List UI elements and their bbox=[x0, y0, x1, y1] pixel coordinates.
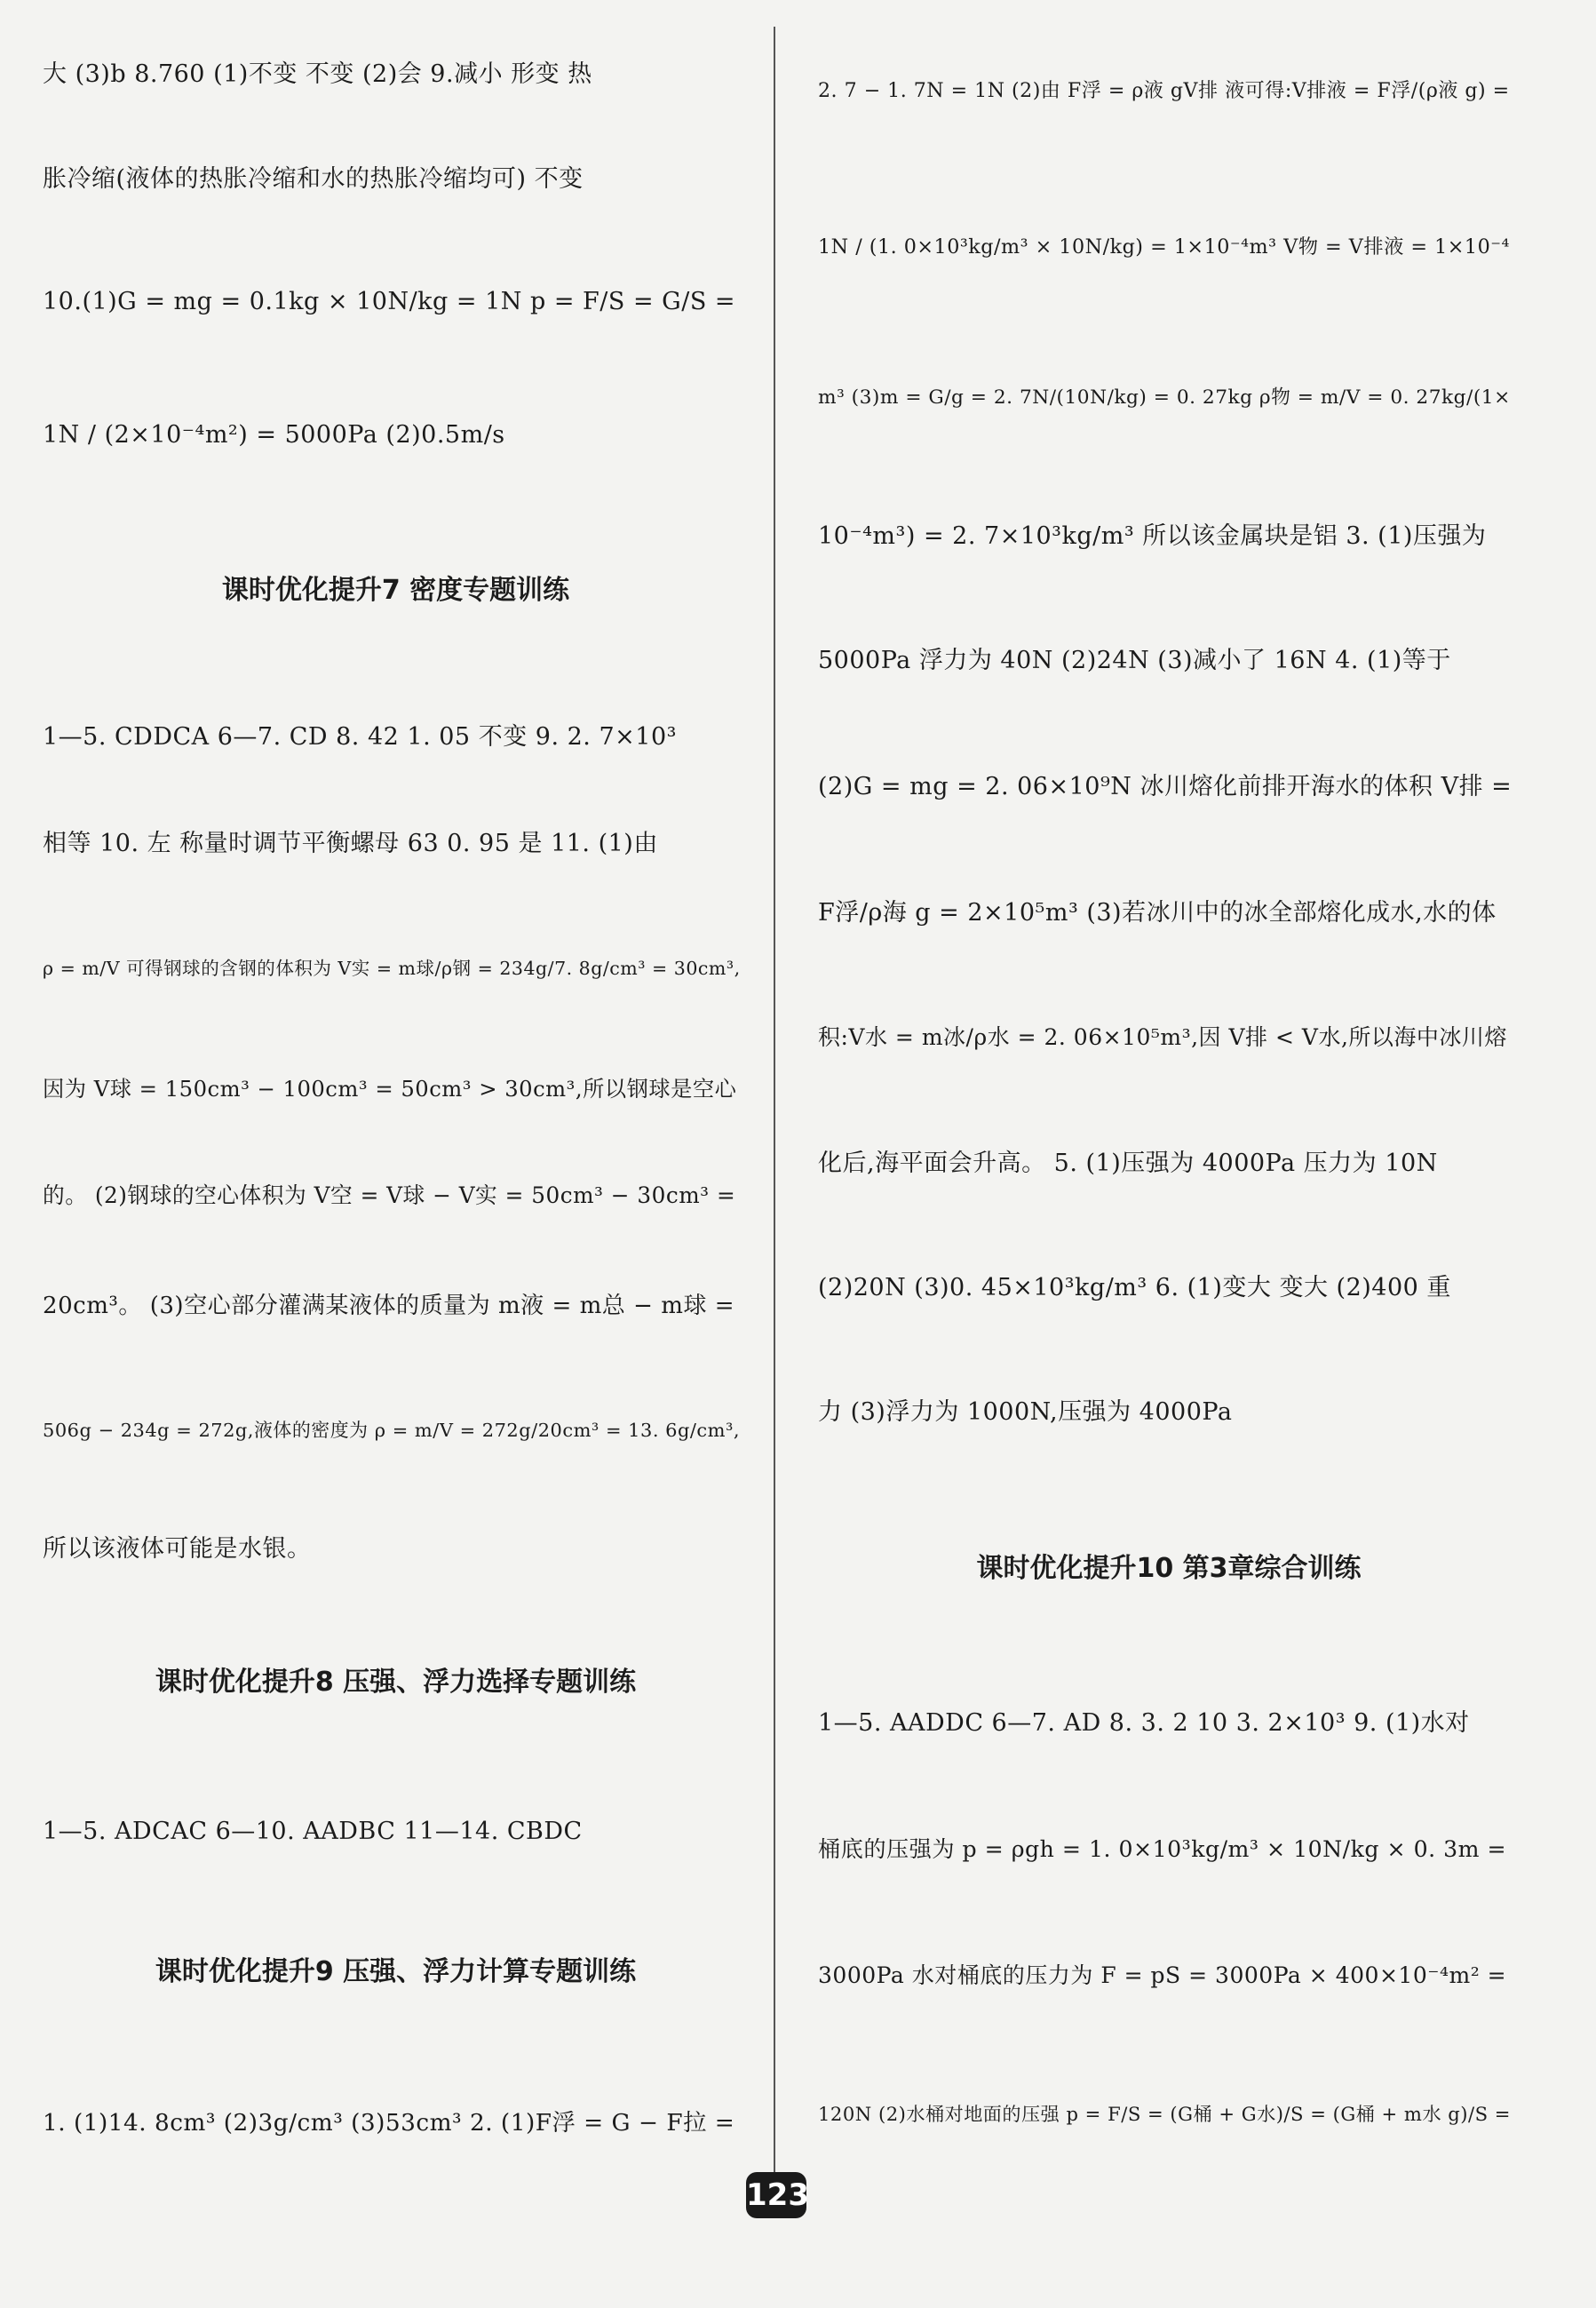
text-line: F浮/ρ海 g = 2×10⁵m³ (3)若冰川中的冰全部熔化成水,水的体 bbox=[818, 899, 1497, 927]
text-line: 胀冷缩(液体的热胀冷缩和水的热胀冷缩均可) 不变 bbox=[43, 165, 584, 193]
text-line: (2)G = mg = 2. 06×10⁹N 冰川熔化前排开海水的体积 V排 = bbox=[818, 773, 1513, 800]
text-line: 1—5. CDDCA 6—7. CD 8. 42 1. 05 不变 9. 2. 7×10³ bbox=[43, 723, 677, 751]
section-heading-8: 课时优化提升8 压强、浮力选择专题训练 bbox=[155, 1667, 637, 1698]
text-line: 120N (2)水桶对地面的压强 p = F/S = (G桶 + G水)/S = (G桶 + m水 g)/S = bbox=[818, 2103, 1511, 2125]
section-heading-9: 课时优化提升9 压强、浮力计算专题训练 bbox=[155, 1956, 637, 1987]
text-line: 力 (3)浮力为 1000N,压强为 4000Pa bbox=[818, 1398, 1233, 1426]
column-divider bbox=[774, 27, 775, 2194]
text-line: 化后,海平面会升高。 5. (1)压强为 4000Pa 压力为 10N bbox=[818, 1150, 1438, 1177]
text-line: 1. (1)14. 8cm³ (2)3g/cm³ (3)53cm³ 2. (1)F浮 = G − F拉 = bbox=[43, 2110, 735, 2137]
text-line: 1N / (2×10⁻⁴m²) = 5000Pa (2)0.5m/s bbox=[43, 421, 505, 449]
text-line: ρ = m/V 可得钢球的含钢的体积为 V实 = m球/ρ钢 = 234g/7. 8g/cm³ = 30cm³, bbox=[43, 958, 741, 979]
section-heading-7: 课时优化提升7 密度专题训练 bbox=[221, 575, 570, 606]
text-line: 相等 10. 左 称量时调节平衡螺母 63 0. 95 是 11. (1)由 bbox=[43, 830, 658, 857]
text-line: m³ (3)m = G/g = 2. 7N/(10N/kg) = 0. 27kg ρ物 = m/V = 0. 27kg/(1× bbox=[818, 386, 1511, 409]
text-line: 桶底的压强为 p = ρgh = 1. 0×10³kg/m³ × 10N/kg × 0. 3m = bbox=[818, 1836, 1507, 1862]
text-line: 3000Pa 水对桶底的压力为 F = pS = 3000Pa × 400×10⁻⁴m² = bbox=[818, 1962, 1507, 1988]
text-line: 1N / (1. 0×10³kg/m³ × 10N/kg) = 1×10⁻⁴m³ V物 = V排液 = 1×10⁻⁴ bbox=[818, 235, 1510, 259]
text-line: 10.(1)G = mg = 0.1kg × 10N/kg = 1N p = F/S = G/S = bbox=[43, 288, 736, 315]
text-line: 因为 V球 = 150cm³ − 100cm³ = 50cm³ > 30cm³,所以钢球是空心 bbox=[43, 1076, 737, 1102]
section-heading-10: 课时优化提升10 第3章综合训练 bbox=[976, 1553, 1362, 1584]
text-line: 1—5. AADDC 6—7. AD 8. 3. 2 10 3. 2×10³ 9. (1)水对 bbox=[818, 1709, 1470, 1737]
text-line: 的。 (2)钢球的空心体积为 V空 = V球 − V实 = 50cm³ − 30cm³ = bbox=[43, 1182, 736, 1208]
text-line: 大 (3)b 8.760 (1)不变 不变 (2)会 9.减小 形变 热 bbox=[43, 60, 592, 88]
text-line: 2. 7 − 1. 7N = 1N (2)由 F浮 = ρ液 gV排 液可得:V排液 = F浮/(ρ液 g) = bbox=[818, 79, 1510, 102]
text-line: 积:V水 = m冰/ρ水 = 2. 06×10⁵m³,因 V排 < V水,所以海中冰川熔 bbox=[818, 1024, 1507, 1050]
text-line: 506g − 234g = 272g,液体的密度为 ρ = m/V = 272g/20cm³ = 13. 6g/cm³, bbox=[43, 1420, 741, 1441]
text-line: 10⁻⁴m³) = 2. 7×10³kg/m³ 所以该金属块是铝 3. (1)压强为 bbox=[818, 522, 1487, 550]
page-number: 123 bbox=[746, 2172, 806, 2218]
text-line: 5000Pa 浮力为 40N (2)24N (3)减小了 16N 4. (1)等于 bbox=[818, 647, 1451, 674]
text-line: 20cm³。 (3)空心部分灌满某液体的质量为 m液 = m总 − m球 = bbox=[43, 1293, 735, 1319]
text-line: 1—5. ADCAC 6—10. AADBC 11—14. CBDC bbox=[43, 1818, 583, 1845]
text-line: (2)20N (3)0. 45×10³kg/m³ 6. (1)变大 变大 (2)400 重 bbox=[818, 1274, 1451, 1301]
text-line: 所以该液体可能是水银。 bbox=[43, 1535, 312, 1563]
